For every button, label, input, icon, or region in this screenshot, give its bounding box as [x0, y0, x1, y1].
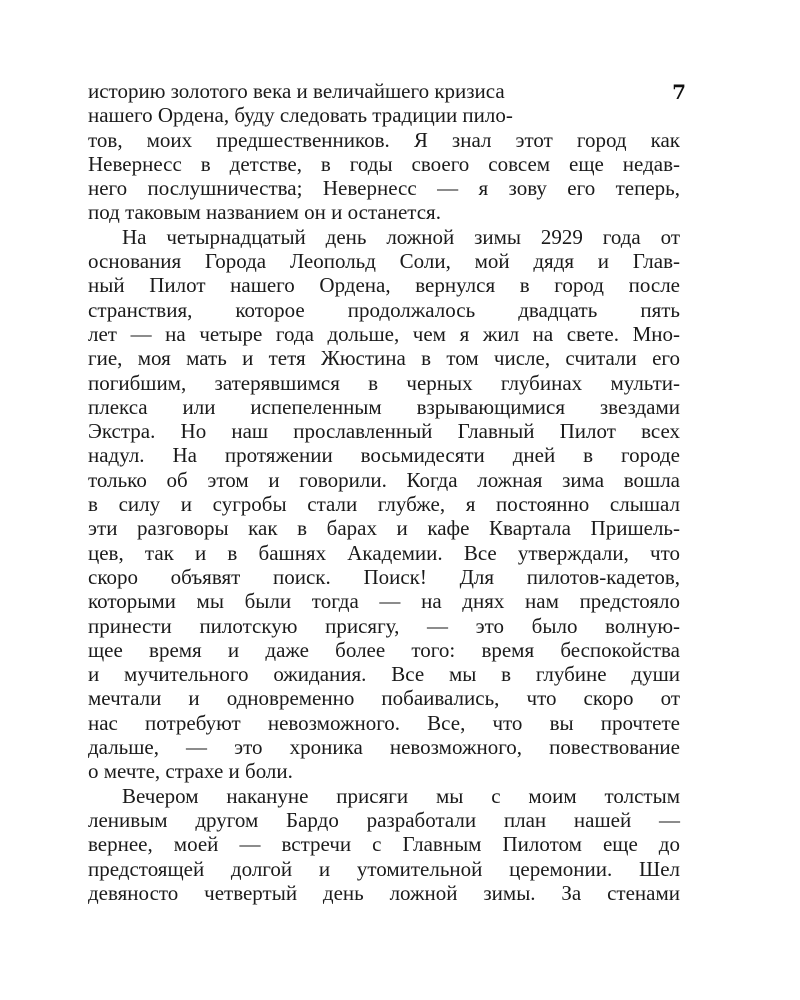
text-line: мечтали и одновременно побаивались, что скоро от	[88, 686, 680, 711]
text-line: скоро объявят поиск. Поиск! Для пилотов-кадетов,	[88, 564, 680, 589]
text-line: историю золотого века и величайшего кризиса	[88, 79, 505, 103]
text-line: основания Города Леопольд Соли, мой дядя и Глав-	[88, 249, 680, 274]
paragraph-first-line: Вечером накануне присяги мы с моим толстым	[122, 783, 680, 808]
text-line: и мучительного ожидания. Все мы в глубине души	[88, 662, 680, 687]
text-line: эти разговоры как в барах и кафе Квартала Пришель-	[88, 516, 680, 541]
text-line: вернее, моей — встречи с Главным Пилотом еще до	[88, 832, 680, 857]
text-line: лет — на четыре года дольше, чем я жил на свете. Мно-	[88, 321, 680, 346]
text-line: которыми мы были тогда — на днях нам предстояло	[88, 589, 680, 614]
text-line: плекса или испепеленным взрывающимися звездами	[88, 394, 680, 419]
text-line: нашего Ордена, буду следовать традиции пило-	[88, 103, 513, 128]
page-number: 7	[672, 80, 686, 104]
text-line: в силу и сугробы стали глубже, я постоянно слышал	[88, 492, 680, 517]
text-line: тов, моих предшественников. Я знал этот город как	[88, 127, 680, 152]
text-line: гие, моя мать и тетя Жюстина в том числе, считали его	[88, 346, 680, 371]
text-line: надул. На протяжении восьмидесяти дней в городе	[88, 443, 680, 468]
text-line: нас потребуют невозможного. Все, что вы прочтете	[88, 710, 680, 735]
text-line: только об этом и говорили. Когда ложная зима вошла	[88, 467, 680, 492]
text-line: щее время и даже более того: время беспокойства	[88, 637, 680, 662]
text-line: Экстра. Но наш прославленный Главный Пилот всех	[88, 419, 680, 444]
text-line: цев, так и в башнях Академии. Все утверждали, что	[88, 540, 680, 565]
text-line: погибшим, затерявшимся в черных глубинах мульти-	[88, 370, 680, 395]
body-text	[88, 79, 680, 905]
text-line: странствия, которое продолжалось двадцать пять	[88, 297, 680, 322]
text-line: дальше, — это хроника невозможного, повествование	[88, 735, 680, 760]
text-line: него послушничества; Невернесс — я зову его теперь,	[88, 176, 680, 201]
text-line: ный Пилот нашего Ордена, вернулся в город после	[88, 273, 680, 298]
paragraph-first-line: На четырнадцатый день ложной зимы 2929 года от	[122, 224, 680, 249]
text-line: девяносто четвертый день ложной зимы. За стенами	[88, 880, 680, 905]
text-line: Невернесс в детстве, в годы своего совсем еще недав-	[88, 151, 680, 176]
text-line: о мечте, страхе и боли.	[88, 759, 293, 784]
text-line: под таковым названием он и останется.	[88, 200, 441, 225]
text-line: предстоящей долгой и утомительной церемонии. Шел	[88, 856, 680, 881]
text-line: ленивым другом Бардо разработали план нашей —	[88, 807, 680, 832]
text-line: принести пилотскую присягу, — это было волную-	[88, 613, 680, 638]
